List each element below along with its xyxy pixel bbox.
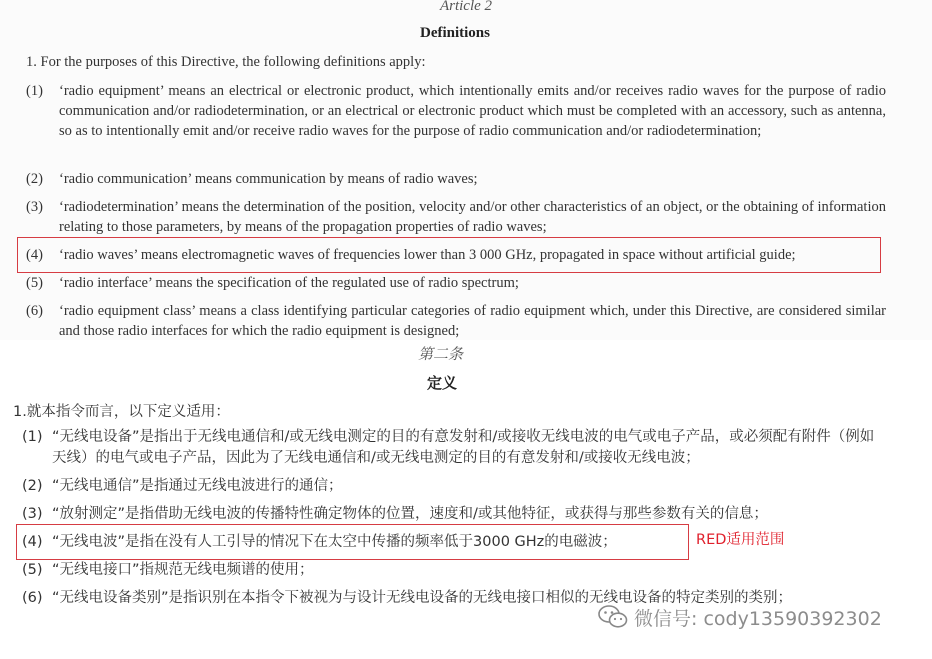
definition-text: ‘radiodetermination’ means the determination of the position, velocity and/or other characteristics of an object, or the obtaining of information relating to those parameters, by means of the propagation properties of radio waves; (59, 199, 886, 235)
definition-number: (2) (22, 478, 43, 494)
definition-number: (3) (26, 199, 43, 215)
english-highlight-box (17, 237, 881, 273)
english-definition-6 (26, 301, 886, 341)
definition-text: “无线电设备”是指出于无线电通信和/或无线电测定的目的有意发射和/或接收无线电波的电气或电子产品，或必须配有附件（例如天线）的电气或电子产品，因此为了无线电通信和/或无线电测定的目的有意发射和/或接收无线电波； (52, 429, 875, 466)
watermark (598, 602, 882, 632)
chinese-highlight-box (16, 524, 689, 560)
definition-number: (3) (22, 506, 43, 522)
wechat-icon (598, 604, 628, 630)
annotation-label: RED适用范围 (696, 532, 785, 548)
english-article-title: Definitions (419, 25, 490, 41)
definition-text: ‘radio equipment class’ means a class identifying particular categories of radio equipment which, under this Directive, are considered similar and those radio interfaces for which the radio equipment is designed; (59, 303, 886, 339)
definition-text: ‘radio waves’ means electromagnetic waves of frequencies lower than 3 000 GHz, propagated in space without artificial guide; (59, 247, 796, 263)
definition-number: (4) (22, 534, 43, 550)
chinese-article-title: 定义 (427, 374, 458, 392)
definition-text: ‘radio interface’ means the specification of the regulated use of radio spectrum; (59, 275, 519, 291)
definition-number: (1) (22, 429, 43, 445)
definition-text: “无线电设备类别”是指识别在本指令下被视为与设计无线电设备的无线电接口相似的无线电设备的特定类别的类别； (52, 590, 793, 606)
english-article-number: Article 2 (439, 0, 493, 14)
definition-text: “放射测定”是指借助无线电波的传播特性确定物体的位置，速度和/或其他特征，或获得与那些参数有关的信息； (52, 506, 768, 522)
english-intro: 1. For the purposes of this Directive, the following definitions apply: (26, 54, 426, 70)
definition-number: (4) (26, 247, 43, 263)
english-definition-5 (26, 273, 886, 293)
english-definition-3 (26, 197, 886, 237)
chinese-article-number: 第二条 (418, 345, 464, 363)
definition-text: “无线电接口”指规范无线电频谱的使用； (52, 562, 314, 578)
definition-number: (5) (26, 275, 43, 291)
definition-text: “无线电波”是指在没有人工引导的情况下在太空中传播的频率低于3000 GHz的电磁波； (52, 534, 617, 550)
definition-number: (5) (22, 562, 43, 578)
definition-text: “无线电通信”是指通过无线电波进行的通信； (52, 478, 343, 494)
chinese-definition-5 (22, 560, 882, 581)
definition-number: (2) (26, 171, 43, 187)
chinese-intro: 1.就本指令而言，以下定义适用： (13, 404, 230, 420)
english-definition-1 (26, 81, 886, 141)
definition-number: (1) (26, 83, 43, 99)
chinese-definition-3 (22, 504, 882, 525)
definition-text: ‘radio communication’ means communication by means of radio waves; (59, 171, 478, 187)
definition-number: (6) (26, 303, 43, 319)
chinese-definition-2 (22, 476, 882, 497)
english-definition-2 (26, 169, 886, 189)
definition-text: ‘radio equipment’ means an electrical or electronic product, which intentionally emits and/or receives radio waves for the purpose of radio communication and/or radiodetermination, or an electrical or electronic product which must be completed with an accessory, such as antenna, so as to intentionally emit and/or receive radio waves for the purpose of radio communication and/or radiodetermination; (59, 83, 886, 139)
watermark-text: 微信号: cody13590392302 (634, 607, 882, 630)
definition-number: (6) (22, 590, 43, 606)
chinese-definition-1 (22, 427, 882, 469)
